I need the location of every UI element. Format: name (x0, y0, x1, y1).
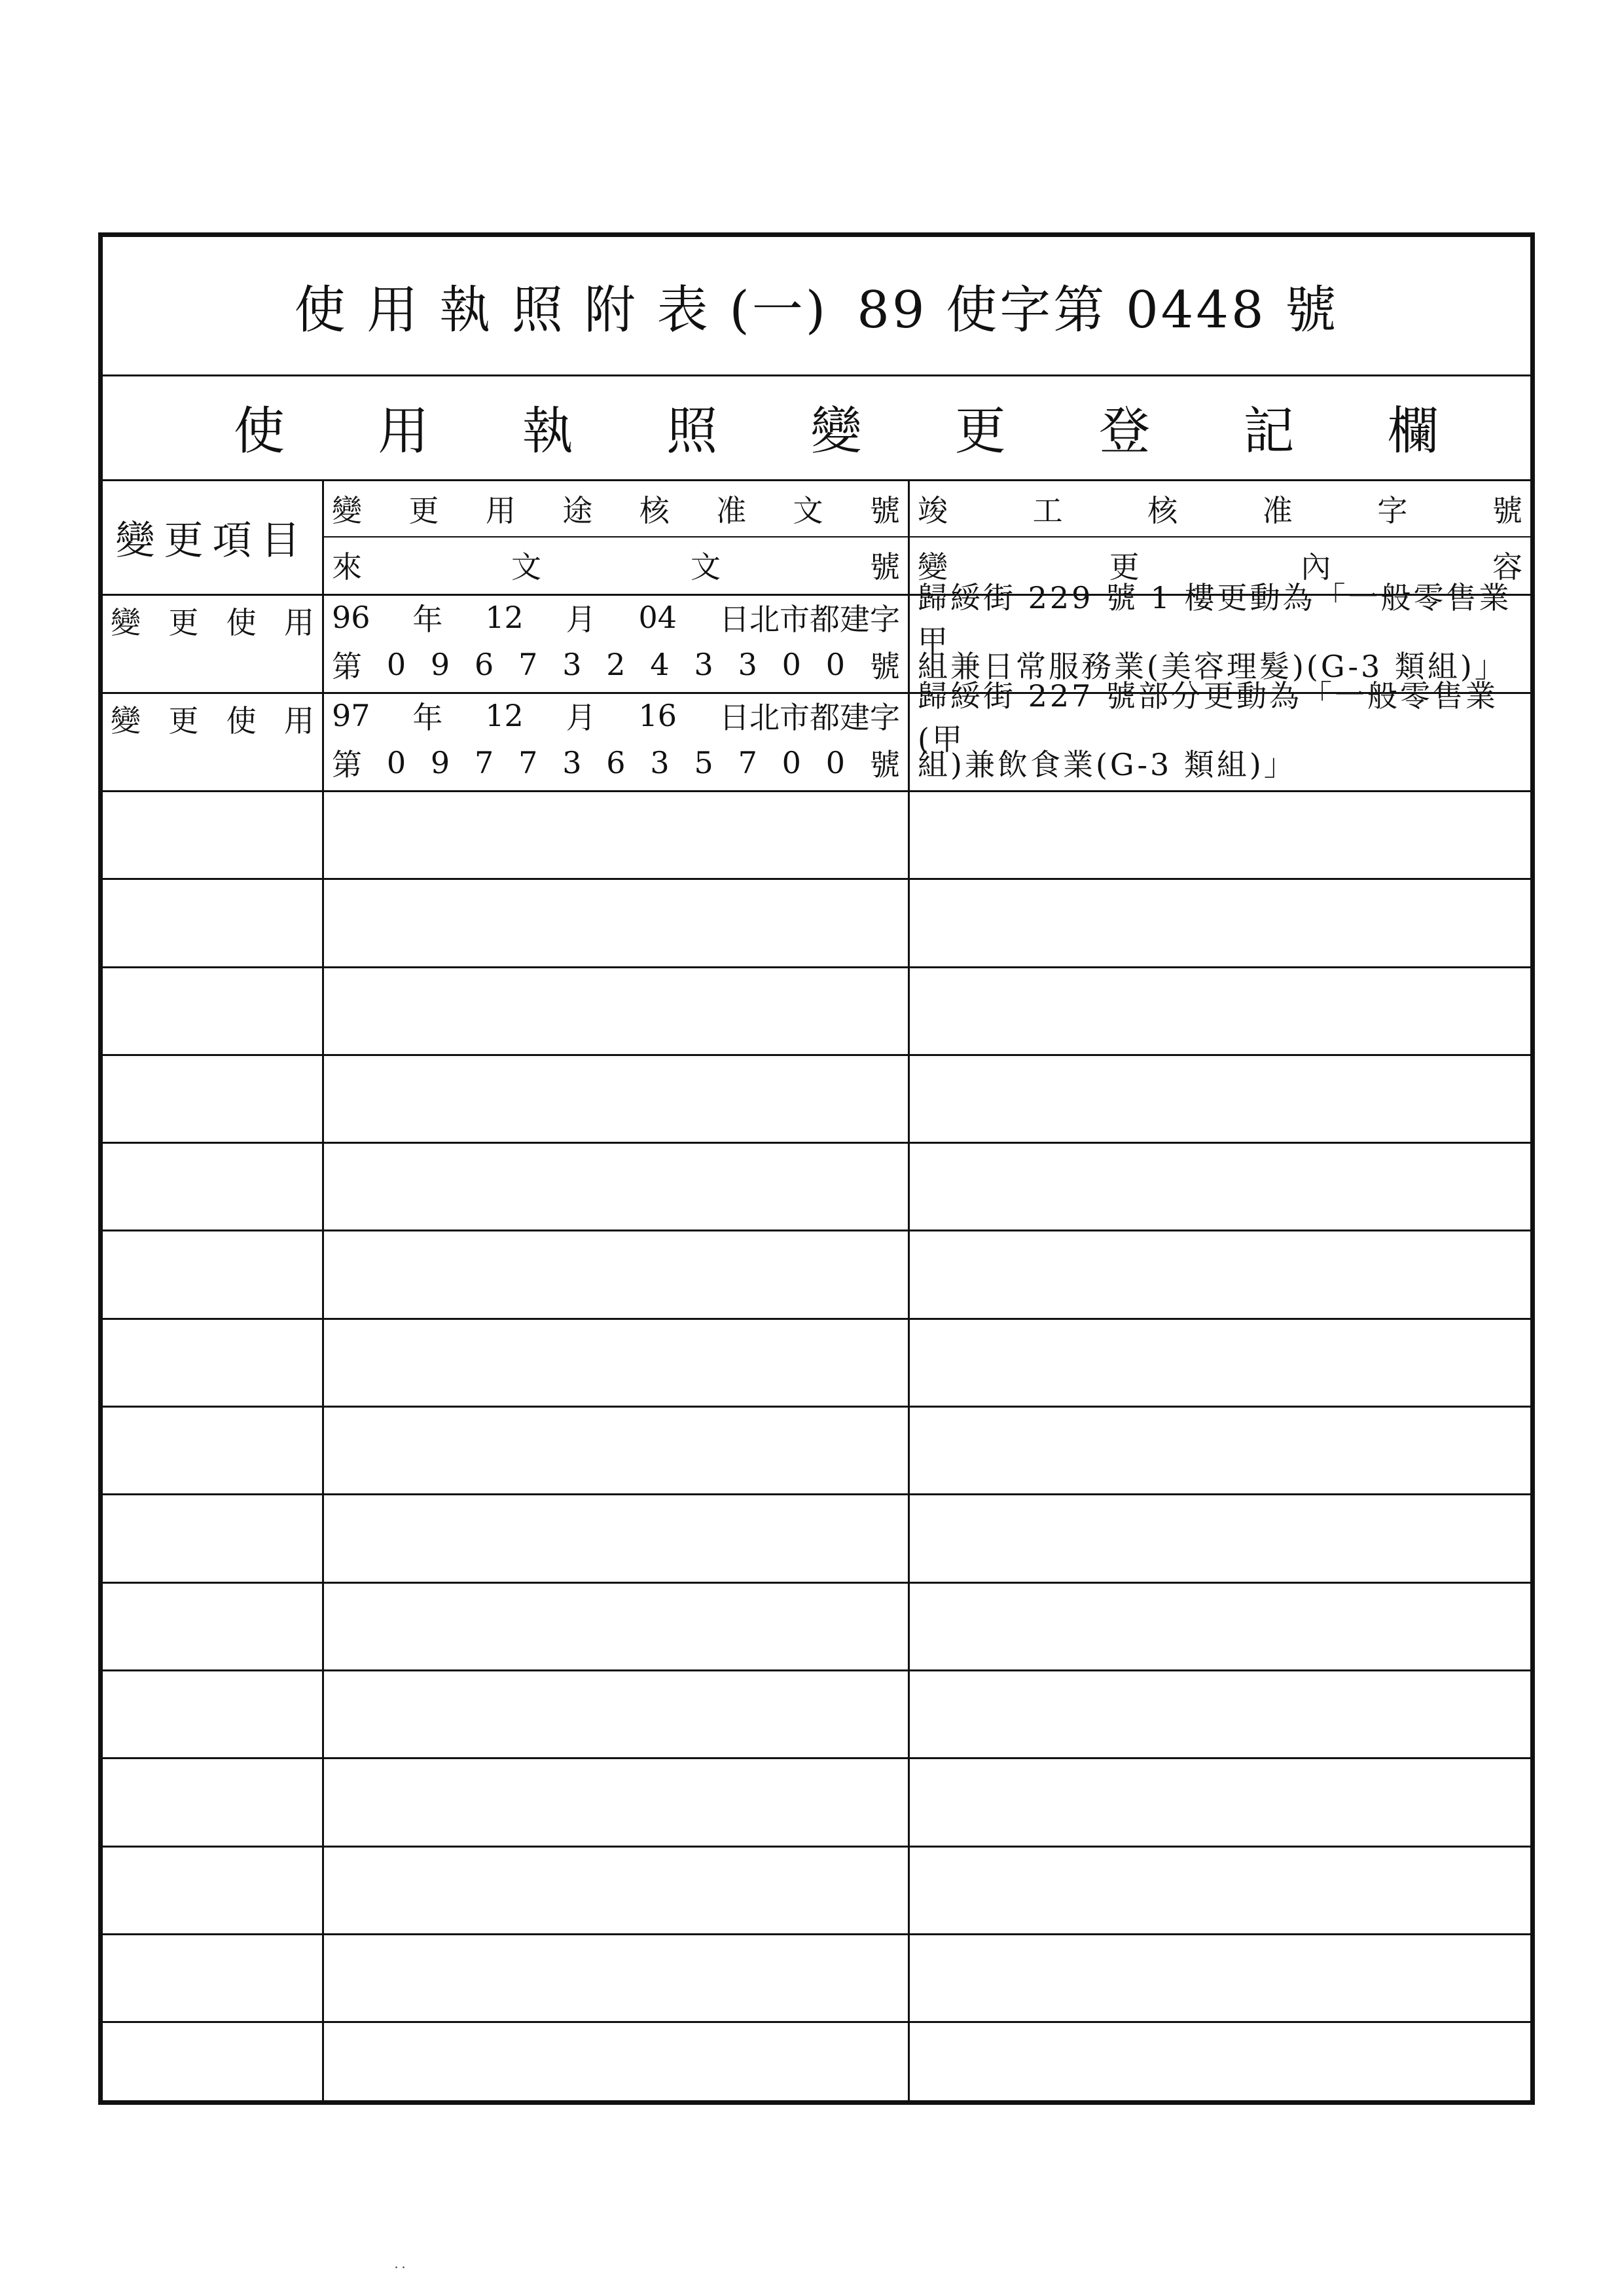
empty-table-row (103, 1493, 1530, 1583)
heading-char: 照 (666, 402, 718, 461)
empty-table-row (103, 1582, 1530, 1671)
empty-table-row (103, 1054, 1530, 1144)
heading-char: 記 (1243, 402, 1295, 461)
empty-table-row (103, 1757, 1530, 1847)
heading-char: 登 (1099, 402, 1151, 461)
header-change-item: 變更項目 (115, 518, 310, 564)
row-document-number: 第 0 9 6 7 3 2 4 3 3 0 0 號 (332, 647, 900, 684)
license-number: 89 使字第 0448 號 (857, 281, 1339, 340)
header-incoming-number: 來 文 文 號 (332, 549, 900, 585)
empty-table-row (103, 790, 1530, 880)
table-row (103, 678, 1530, 792)
empty-table-row (103, 2021, 1530, 2109)
header-completion-number: 竣 工 核 准 字 號 (918, 493, 1522, 528)
scan-speck: ˙˙ (393, 2265, 407, 2282)
header-change-content: 變 更 內 容 (918, 549, 1522, 585)
form-name: 使 用 執 照 附 表 (一) (294, 281, 829, 340)
row-change-content-line1: 歸綏街 229 號 1 樓更動為「一般零售業甲 (918, 580, 1512, 659)
empty-table-row (103, 1406, 1530, 1495)
heading-char: 用 (378, 402, 429, 461)
register-table (103, 481, 1530, 2100)
empty-table-row (103, 878, 1530, 968)
heading-char: 變 (810, 402, 862, 461)
heading-char: 執 (522, 402, 573, 461)
empty-table-row (103, 1142, 1530, 1231)
row-document-date: 97 年 12 月 16 日北市都建字 (332, 698, 900, 735)
empty-table-row (103, 966, 1530, 1056)
empty-table-row (103, 1669, 1530, 1759)
empty-table-row (103, 1933, 1530, 2023)
form-title (103, 237, 1530, 376)
heading-char: 更 (954, 402, 1006, 461)
empty-table-row (103, 1846, 1530, 1935)
row-change-item: 變 更 使 用 (111, 703, 314, 738)
change-registration-form (98, 232, 1535, 2105)
row-document-date: 96 年 12 月 04 日北市都建字 (332, 600, 900, 637)
empty-table-row (103, 1318, 1530, 1408)
empty-table-row (103, 1230, 1530, 1320)
heading-char: 使 (234, 402, 285, 461)
row-change-content-line2: 組兼日常服務業(美容理髮)(G-3 類組)」 (918, 649, 1507, 684)
section-heading (103, 374, 1530, 481)
row-document-number: 第 0 9 7 7 3 6 3 5 7 0 0 號 (332, 745, 900, 782)
header-approval-number: 變 更 用 途 核 准 文 號 (332, 493, 900, 528)
heading-char: 欄 (1387, 402, 1439, 461)
row-change-item: 變 更 使 用 (111, 605, 314, 640)
row-change-content-line1: 歸綏街 227 號部分更動為「一般零售業(甲 (918, 678, 1499, 757)
row-change-content-line2: 組)兼飲食業(G-3 類組)」 (918, 747, 1297, 782)
